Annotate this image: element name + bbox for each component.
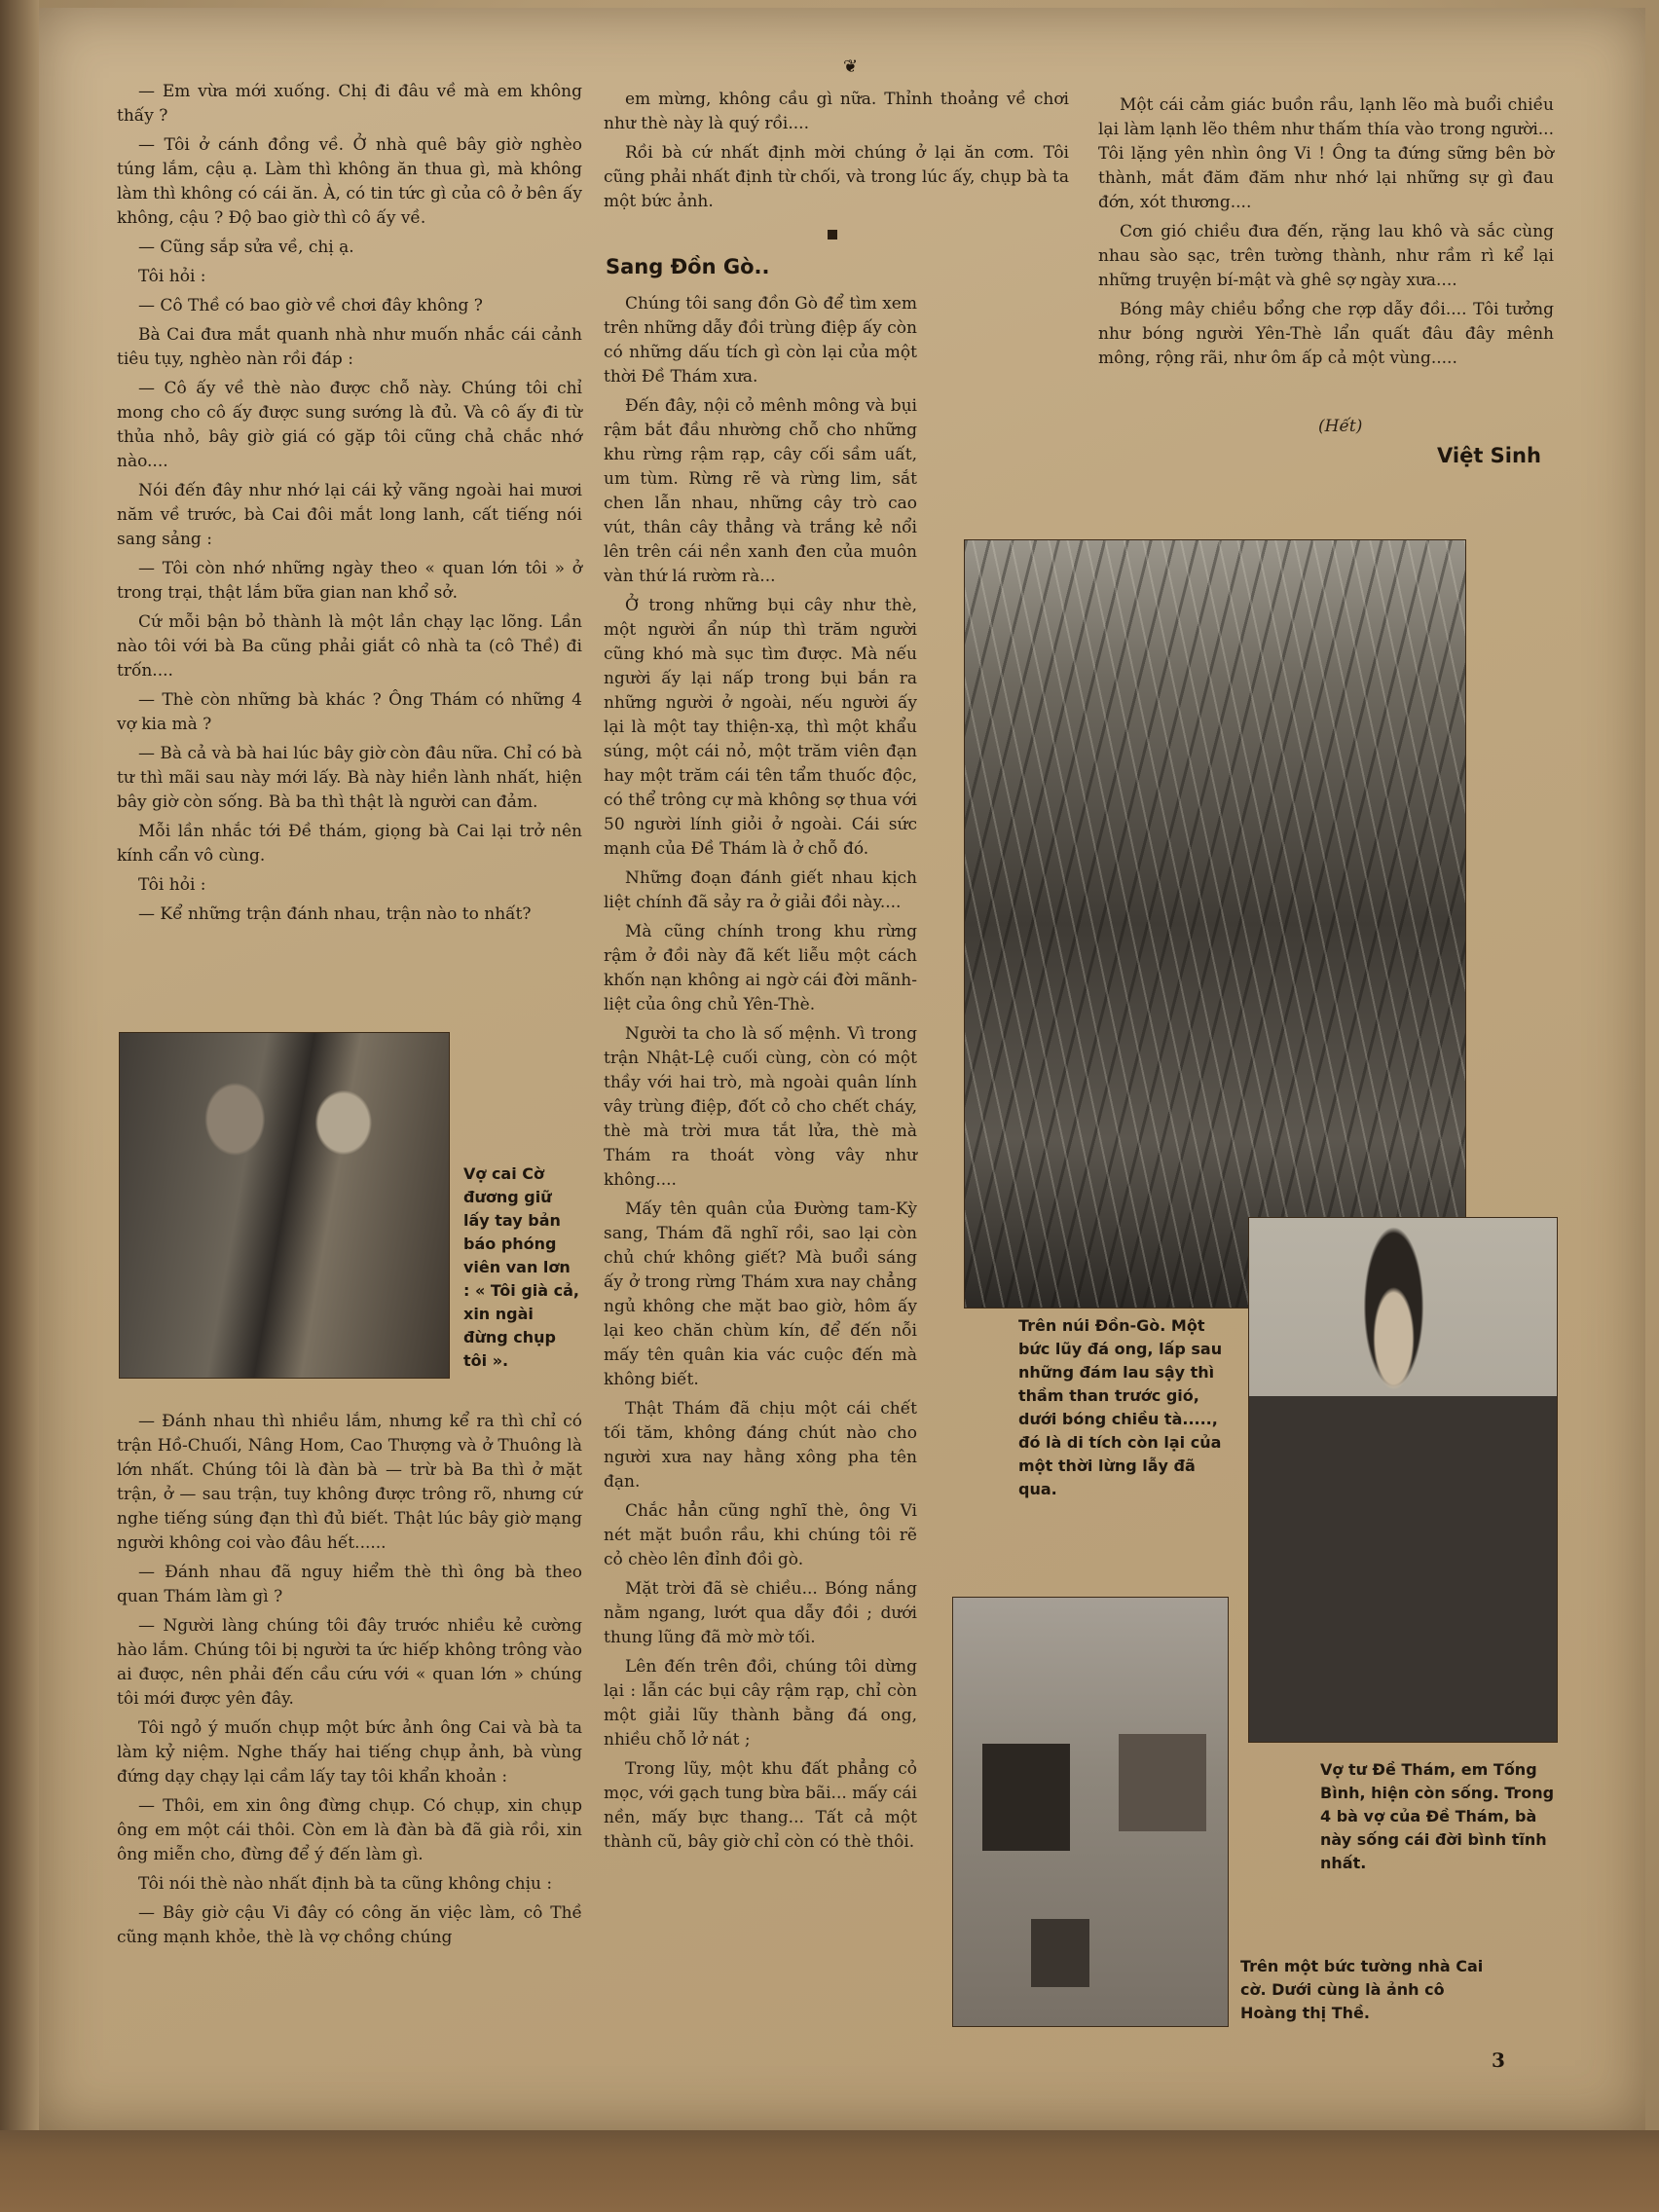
photo-interview (119, 1032, 450, 1379)
paragraph: Tôi hỏi : (138, 875, 206, 895)
caption-don-go: Trên núi Đồn-Gò. Một bức lũy đá ong, lấp sau những đám lau sậy thì thầm than trước gió, dưới bóng chiều tà....., đó là di tích còn lại của một thời lừng lẫy đã qua. (1018, 1316, 1223, 1498)
middle-column (604, 292, 917, 1860)
paragraph: Nói đến đây như nhớ lại cái kỷ vãng ngoài hai mươi năm về trước, bà Cai đôi mắt long lanh, cất tiếng nói sang sảng : (117, 481, 582, 549)
section-bullet (828, 230, 837, 240)
paragraph: — Kể những trận đánh nhau, trận nào to nhất? (138, 904, 532, 924)
paragraph: Mỗi lần nhắc tới Đề thám, giọng bà Cai lại trở nên kính cẩn vô cùng. (117, 822, 582, 866)
photo-wife (1248, 1217, 1558, 1743)
paragraph: em mừng, không cầu gì nữa. Thỉnh thoảng về chơi như thè này là quý rồi.... (604, 90, 1069, 133)
paragraph: Lên đến trên đồi, chúng tôi dừng lại : lẫn các bụi cây rậm rạp, chỉ còn một giải lũy thành bằng đá ong, nhiều chỗ lở nát ; (604, 1657, 917, 1750)
paragraph: Rồi bà cứ nhất định mời chúng ở lại ăn cơm. Tôi cũng phải nhất định từ chối, và trong lúc ấy, chụp bà ta một bức ảnh. (604, 143, 1069, 211)
paragraph: Trong lũy, một khu đất phẳng cỏ mọc, với gạch tung bừa bãi... mấy cái nền, mấy bực thang... Tất cả một thành cũ, bây giờ chỉ còn có thè thôi. (604, 1759, 917, 1852)
paragraph: Tôi nói thè nào nhất định bà ta cũng không chịu : (138, 1874, 553, 1894)
paragraph: — Đánh nhau đã nguy hiểm thè thì ông bà theo quan Thám làm gì ? (117, 1563, 582, 1606)
table-surface (0, 2130, 1659, 2212)
paragraph: Người ta cho là số mệnh. Vì trong trận Nhật-Lệ cuối cùng, còn có một thầy với hai trò, mà ngoài quân lính vây trùng điệp, đốt cỏ cho chết cháy, thè mà trời mưa tắt lửa, thè mà Thám ra thoát vòng vây như không.... (604, 1024, 917, 1190)
paragraph: — Bây giờ cậu Vi đây có công ăn việc làm, cô Thề cũng mạnh khỏe, thè là vợ chồng chúng (117, 1903, 582, 1947)
paragraph: Thật Thám đã chịu một cái chết tối tăm, không đáng chút nào cho người xưa nay hằng xông pha tên đạn. (604, 1399, 917, 1492)
end-mark: (Hết) (1318, 417, 1363, 436)
top-ornament: ❦ (843, 56, 859, 77)
paragraph: — Tôi còn nhớ những ngày theo « quan lớn tôi » ở trong trại, thật lắm bữa gian nan khổ sở. (117, 559, 582, 603)
paragraph: — Tôi ở cánh đồng về. Ở nhà quê bây giờ nghèo túng lắm, cậu ạ. Làm thì không ăn thua gì, mà không làm thì không có cái ăn. À, có tin tức gì của cô ở bên ấy không, cậu ? Độ bao giờ thì cô ấy về. (117, 135, 582, 228)
paragraph: — Em vừa mới xuống. Chị đi đâu về mà em không thấy ? (117, 82, 582, 126)
photo-don-go-wall (964, 539, 1466, 1309)
left-column (117, 80, 582, 932)
middle-column-top (604, 88, 1069, 219)
page-binding (0, 0, 39, 2212)
paragraph: Tôi ngỏ ý muốn chụp một bức ảnh ông Cai và bà ta làm kỷ niệm. Nghe thấy hai tiếng chụp ảnh, bà vùng đứng dạy chạy lại cầm lấy tay tôi khẩn khoản : (117, 1718, 582, 1787)
caption-house-wall: Trên một bức tường nhà Cai cờ. Dưới cùng là ảnh cô Hoàng thị Thề. (1240, 1957, 1484, 2022)
paragraph: Chắc hẳn cũng nghĩ thè, ông Vi nét mặt buồn rầu, khi chúng tôi rẽ cỏ chèo lên đỉnh đồi gò. (604, 1501, 917, 1569)
paragraph: — Cũng sắp sửa về, chị ạ. (138, 238, 354, 257)
caption-interview: Vợ cai Cờ đương giữ lấy tay bản báo phóng viên van lơn : « Tôi già cả, xin ngài đừng chụp tôi ». (463, 1164, 579, 1370)
right-column (1098, 93, 1554, 376)
paragraph: Tôi hỏi : (138, 267, 206, 286)
paragraph: Bóng mây chiều bổng che rợp dẫy đồi.... Tôi tưởng như bóng người Yên-Thè lẩn quất đâu đây mênh mông, rộng rãi, như ôm ấp cả một vùng..... (1098, 300, 1554, 368)
paragraph: Một cái cảm giác buồn rầu, lạnh lẽo mà buổi chiều lại làm lạnh lẽo thêm như thấm thía vào trong người... Tôi lặng yên nhìn ông Vi ! Ông ta đứng sững bên bờ thành, mắt đăm đăm như nhớ lại những sự gì đau đớn, xót thương.... (1098, 95, 1554, 212)
left-column-bottom (117, 1410, 582, 1955)
paragraph: Chúng tôi sang đồn Gò để tìm xem trên những dẫy đồi trùng điệp ấy còn có những dấu tích gì còn lại của một thời Đề Thám xưa. (604, 294, 917, 387)
photo-house-wall (952, 1597, 1229, 2027)
paragraph: Cứ mỗi bận bỏ thành là một lần chạy lạc lõng. Lần nào tôi với bà Ba cũng phải giắt cô nhà ta (cô Thề) đi trốn.... (117, 612, 582, 681)
paragraph: — Cô Thề có bao giờ về chơi đây không ? (138, 296, 483, 315)
paragraph: Bà Cai đưa mắt quanh nhà như muốn nhắc cái cảnh tiêu tụy, nghèo nàn rồi đáp : (117, 325, 582, 369)
section-heading: Sang Đồn Gò.. (606, 255, 770, 278)
author-signature: Việt Sinh (1437, 444, 1541, 467)
paragraph: Mấy tên quân của Đường tam-Kỳ sang, Thám đã nghĩ rồi, sao lại còn chủ chứ không giết? Mà buổi sáng ấy ở trong rừng Thám xưa nay chẳng ngủ không che mặt bao giờ, hôm ấy lại keo chăn chùm kín, để đến nỗi mấy tên quân kia vác cuộc đến mà không biết. (604, 1199, 917, 1389)
paragraph: — Thè còn những bà khác ? Ông Thám có những 4 vợ kia mà ? (117, 690, 582, 734)
paragraph: Ở trong những bụi cây như thè, một người ẩn núp thì trăm người cũng khó mà sục tìm được. Mà nếu người ấy lại nấp trong bụi bắn ra những người ở ngoài, nếu người ấy lại là một tay thiện-xạ, thì một khẩu súng, một cái nỏ, một trăm viên đạn hay một trăm cái tên tẩm thuốc độc, có thể trông cự mà không sợ thua với 50 người lính giỏi ở ngoài. Cái sức mạnh của Đề Thám là ở chỗ đó. (604, 596, 917, 859)
paragraph: — Đánh nhau thì nhiều lắm, nhưng kể ra thì chỉ có trận Hồ-Chuối, Nâng Hom, Cao Thượng và ở Thuông là lớn nhất. Chúng tôi là đàn bà — trừ bà Ba thì ở mặt trận, ở — sau trận, tuy không được trông rõ, nhưng cứ nghe tiếng súng đạn thì đủ biết. Thật lúc bây giờ mạng người không coi vào đâu hết...... (117, 1412, 582, 1553)
paragraph: Những đoạn đánh giết nhau kịch liệt chính đã sảy ra ở giải đồi này.... (604, 868, 917, 912)
paragraph: Đến đây, nội cỏ mênh mông và bụi rậm bắt đầu nhường chỗ cho những khu rừng rậm rạp, cây cối sầm uất, um tùm. Rừng rẽ và rừng lim, sắt chen lẫn nhau, những cây trò cao vút, thân cây thẳng và trắng kẻ nổi lên trên cái nền xanh đen của muôn vàn thứ lá rườm rà... (604, 396, 917, 586)
paragraph: Cơn gió chiều đưa đến, rặng lau khô và sắc cùng nhau sào sạc, trên tường thành, như rầm rì kể lại những truyện bí-mật và ghê sợ ngày xưa.... (1098, 222, 1554, 290)
paragraph: Mặt trời đã sè chiều... Bóng nắng nằm ngang, lướt qua dẫy đồi ; dưới thung lũng đã mờ mờ tối. (604, 1579, 917, 1647)
paragraph: — Cô ấy về thè nào được chỗ này. Chúng tôi chỉ mong cho cô ấy được sung sướng là đủ. Và cô ấy đi từ thủa nhỏ, bây giờ giá có gặp tôi cũng chả chắc nhớ nào.... (117, 379, 582, 471)
paragraph: — Người làng chúng tôi đây trước nhiều kẻ cường hào lắm. Chúng tôi bị người ta ức hiếp không trông vào ai được, nên phải đến cầu cứu với « quan lớn » chúng tôi mới được yên đây. (117, 1616, 582, 1709)
paragraph: — Bà cả và bà hai lúc bây giờ còn đâu nữa. Chỉ có bà tư thì mãi sau này mới lấy. Bà này hiền lành nhất, hiện bây giờ còn sống. Bà ba thì thật là người can đảm. (117, 744, 582, 812)
page-number: 3 (1492, 2048, 1505, 2072)
paragraph: Mà cũng chính trong khu rừng rậm ở đồi này đã kết liễu một cách khốn nạn không ai ngờ cái đời mãnh-liệt của ông chủ Yên-Thè. (604, 922, 917, 1014)
paragraph: — Thôi, em xin ông đừng chụp. Có chụp, xin chụp ông em một cái thôi. Còn em là đàn bà đã già rồi, xin ông miễn cho, đừng để ý đến làm gì. (117, 1796, 582, 1864)
caption-wife: Vợ tư Đề Thám, em Tống Bình, hiện còn sống. Trong 4 bà vợ của Đề Thám, bà này sống cái đời bình tĩnh nhất. (1320, 1760, 1555, 1872)
